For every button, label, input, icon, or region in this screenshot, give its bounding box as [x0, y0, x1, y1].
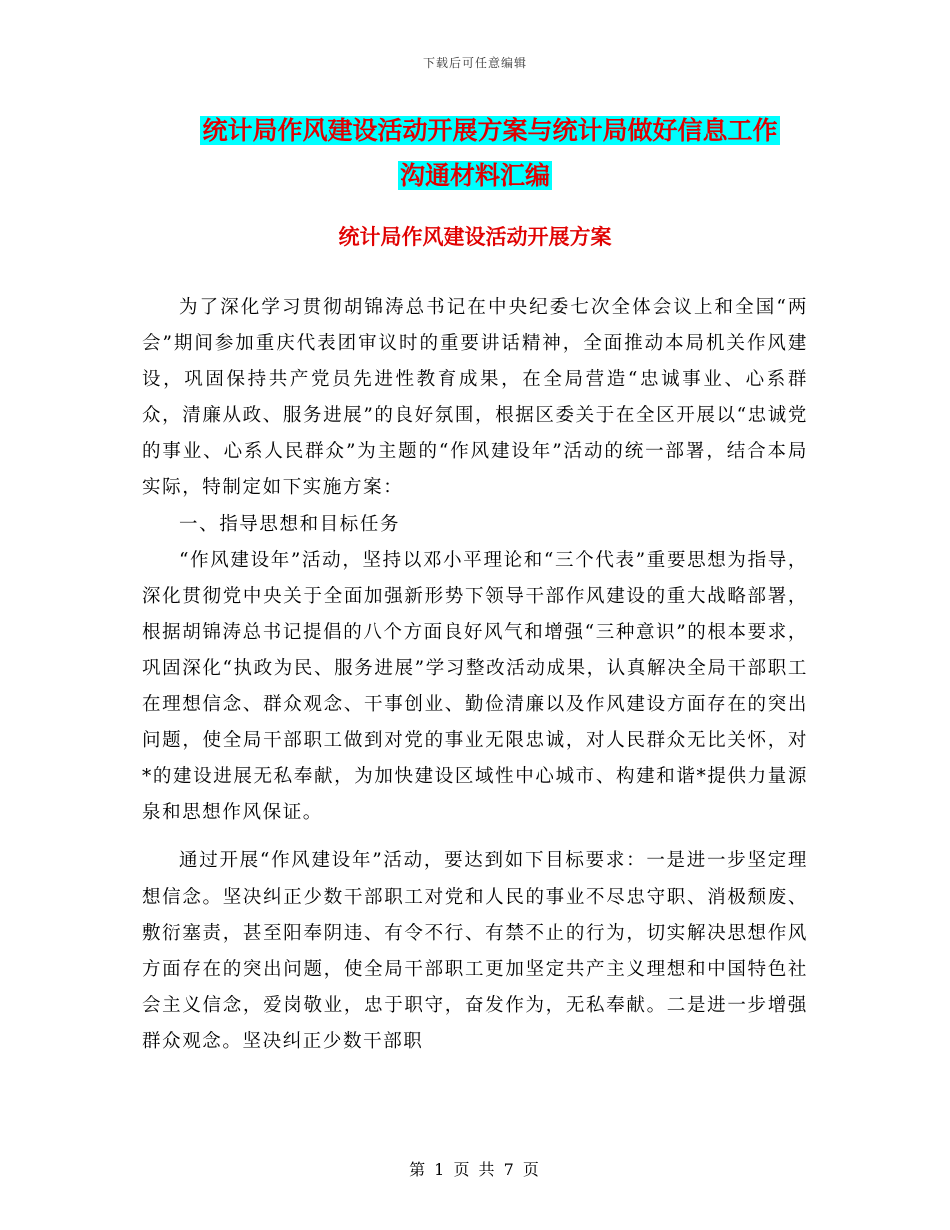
- document-title-line-2: 沟通材料汇编: [399, 161, 550, 190]
- body-paragraph: 为了深化学习贯彻胡锦涛总书记在中央纪委七次全体会议上和全国“两会”期间参加重庆代表团审议时的重要讲话精神，全面推动本局机关作风建设，巩固保持共产党员先进性教育成果，在全局营造“忠诚事业、心系群众，清廉从政、服务进展”的良好氛围，根据区委关于在全区开展以“忠诚党的事业、心系人民群众”为主题的“作风建设年”活动的统一部署，结合本局实际，特制定如下实施方案：: [142, 297, 808, 499]
- body-paragraph: “作风建设年”活动，坚持以邓小平理论和“三个代表”重要思想为指导，深化贯彻党中央关于全面加强新形势下领导干部作风建设的重大战略部署，根据胡锦涛总书记提倡的八个方面良好风气和增强“三种意识”的根本要求，巩固深化“执政为民、服务进展”学习整改活动成果，认真解决全局干部职工在理想信念、群众观念、干事创业、勤俭清廉以及作风建设方面存在的突出问题，使全局干部职工做到对党的事业无限忠诚，对人民群众无比关怀，对*的建设进展无私奉献，为加快建设区域性中心城市、构建和谐*提供力量源泉和思想作风保证。: [142, 549, 808, 824]
- document-title-line-1: 统计局作风建设活动开展方案与统计局做好信息工作: [202, 116, 778, 145]
- document-body: [142, 290, 808, 1060]
- header-note: 下载后可任意编辑: [422, 56, 527, 70]
- body-paragraph: 通过开展“作风建设年”活动，要达到如下目标要求：一是进一步坚定理想信念。坚决纠正少数干部职工对党和人民的事业不尽忠守职、消极颓废、敷衍塞责，甚至阳奉阴违、有令不行、有禁不止的行为，切实解决思想作风方面存在的突出问题，使全局干部职工更加坚定共产主义理想和中国特色社会主义信念，爱岗敬业，忠于职守，奋发作为，无私奉献。二是进一步增强群众观念。坚决纠正少数干部职: [142, 850, 808, 1052]
- page-number-footer: 第 1 页 共 7 页: [409, 1160, 541, 1179]
- section-heading: 一、指导思想和目标任务: [179, 513, 401, 535]
- section-title: 统计局作风建设活动开展方案: [338, 225, 612, 249]
- document-title: [0, 108, 950, 198]
